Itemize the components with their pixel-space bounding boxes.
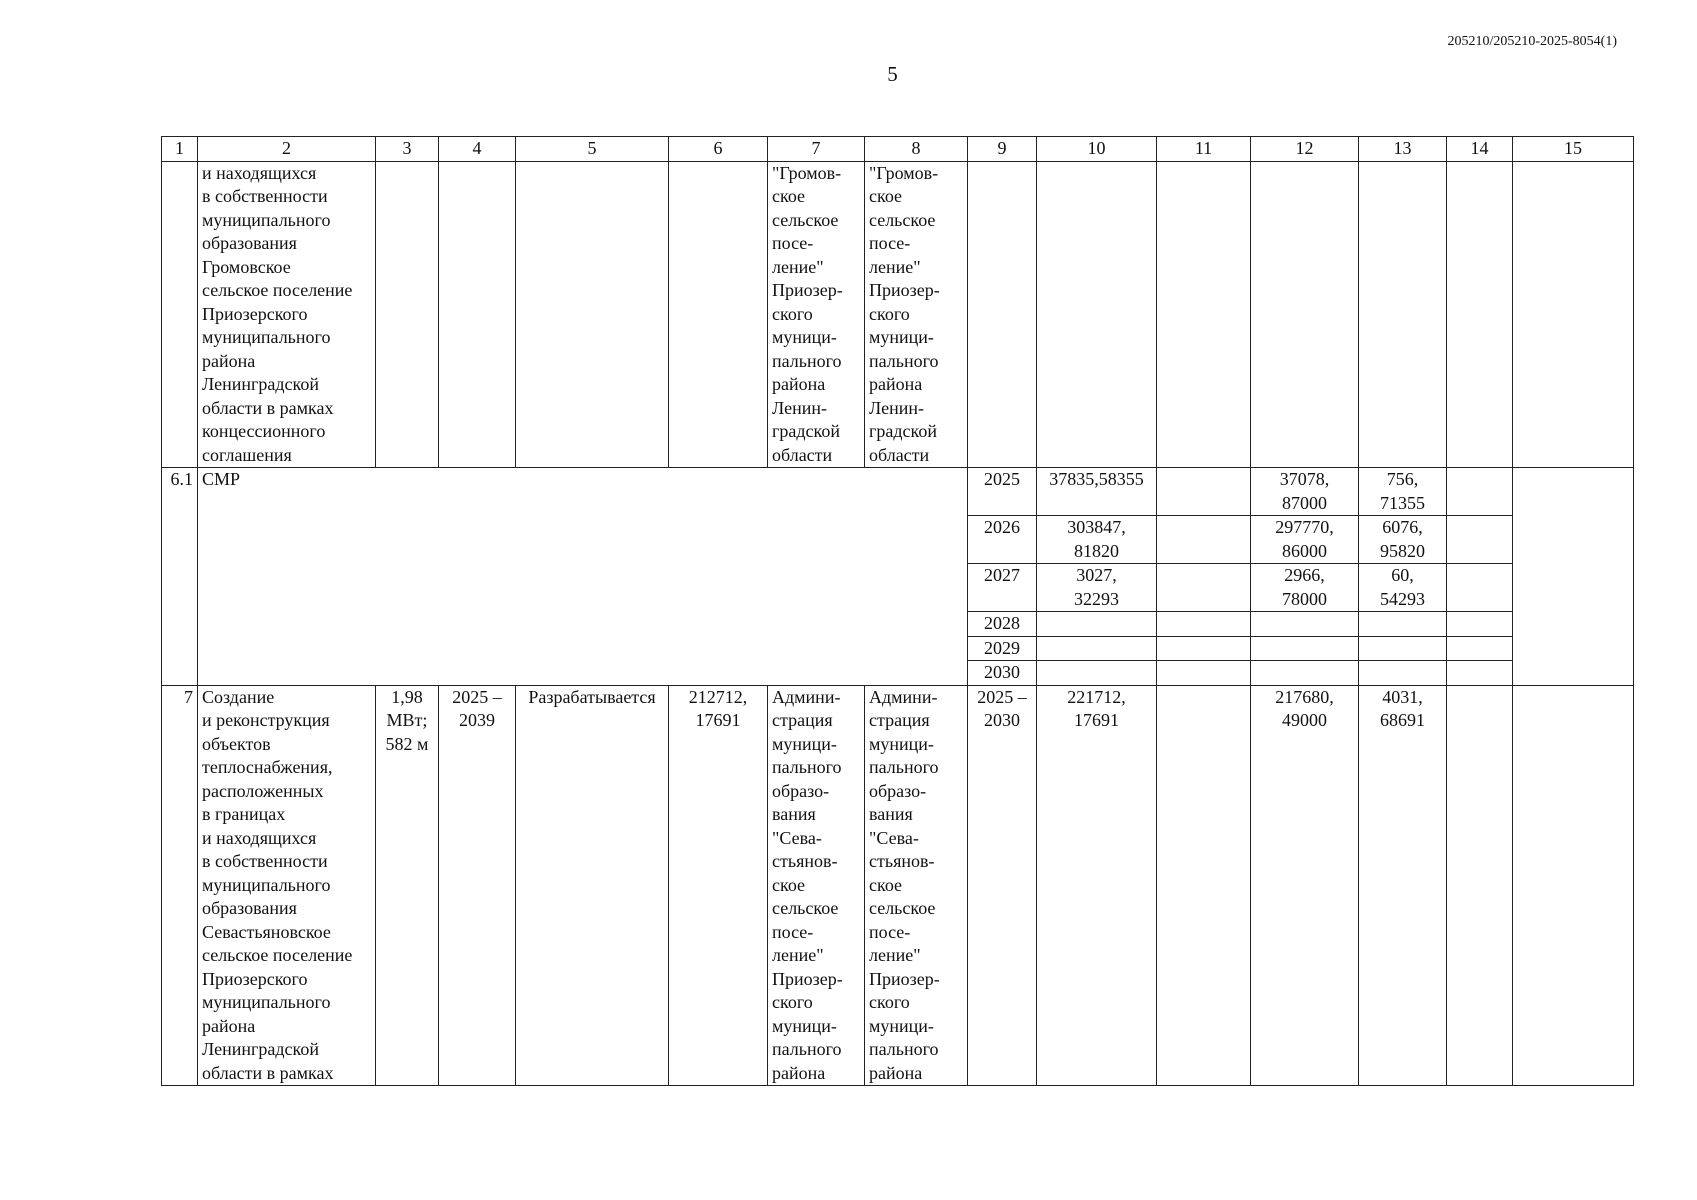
amount-cell: 60, 54293 [1359,564,1447,612]
year-cell: 2025 [968,468,1037,516]
table-cell [1513,161,1634,468]
table-cell [1157,468,1251,516]
table-cell [1447,612,1513,637]
header-cell: 2 [198,137,376,162]
amount-cell: 37835,58355 [1037,468,1157,516]
table-cell [1447,661,1513,686]
table-cell [516,161,669,468]
amount-cell [1037,661,1157,686]
header-cell: 3 [376,137,439,162]
table-cell [1447,468,1513,516]
amount-cell: 212712, 17691 [669,685,768,1086]
amount-cell [1037,612,1157,637]
customer-org: "Громов- ское сельское посе- ление" Приозер- ского муници- пального района Ленин- градской области [865,161,968,468]
table-cell [1447,161,1513,468]
customer-org: Админи- страция муници- пального образо- вания "Сева- стьянов- ское сельское посе- ление" Приозер- ского муници- пального района [865,685,968,1086]
amount-cell [1251,661,1359,686]
header-cell: 11 [1157,137,1251,162]
amount-cell: 2966, 78000 [1251,564,1359,612]
table-cell [1447,516,1513,564]
header-cell: 10 [1037,137,1157,162]
header-cell: 7 [768,137,865,162]
table-cell [1447,685,1513,1086]
amount-cell: 37078, 87000 [1251,468,1359,516]
table-cell [1157,661,1251,686]
year-cell: 2029 [968,636,1037,661]
table-cell [1037,161,1157,468]
header-cell: 8 [865,137,968,162]
header-cell: 9 [968,137,1037,162]
amount-cell [1037,636,1157,661]
amount-cell: 221712, 17691 [1037,685,1157,1086]
document-number: 205210/205210-2025-8054(1) [1447,34,1617,49]
amount-cell [1251,612,1359,637]
page-number: 5 [887,62,898,86]
year-cell: 2028 [968,612,1037,637]
header-cell: 14 [1447,137,1513,162]
table-cell [1447,564,1513,612]
header-cell: 5 [516,137,669,162]
amount-cell: 756, 71355 [1359,468,1447,516]
status-cell: Разрабатывается [516,685,669,1086]
amount-cell [1251,636,1359,661]
budget-table [161,136,1634,1086]
table-cell [1447,636,1513,661]
amount-cell [1359,612,1447,637]
object-description: и находящихся в собственности муниципального образования Громовское сельское поселение Приозерского муниципального района Ленинградской области в рамках концессионного соглашения [198,161,376,468]
amount-cell: 6076, 95820 [1359,516,1447,564]
table-cell [968,161,1037,468]
header-cell: 6 [669,137,768,162]
row-number: 6.1 [162,468,198,686]
header-cell: 15 [1513,137,1634,162]
year-cell: 2026 [968,516,1037,564]
table-cell [1157,516,1251,564]
table-cell [1157,636,1251,661]
table-row [162,468,1634,516]
table-cell [1251,161,1359,468]
period-cell: 2025 – 2039 [439,685,516,1086]
table-row [162,161,1634,468]
object-description: СМР [198,468,968,686]
amount-cell: 217680, 49000 [1251,685,1359,1086]
header-row [162,137,1634,162]
table-cell [669,161,768,468]
responsible-org: Админи- страция муници- пального образо- вания "Сева- стьянов- ское сельское посе- ление" Приозер- ского муници- пального района [768,685,865,1086]
table-row [162,685,1634,1086]
amount-cell [1359,661,1447,686]
year-cell: 2027 [968,564,1037,612]
responsible-org: "Громов- ское сельское посе- ление" Приозер- ского муници- пального района Ленин- градской области [768,161,865,468]
amount-cell: 4031, 68691 [1359,685,1447,1086]
object-description: Создание и реконструкция объектов теплоснабжения, расположенных в границах и находящихся в собственности муниципального образования Севастьяновское сельское поселение Приозерского муниципального района Ленинградской области в рамках [198,685,376,1086]
row-number: 7 [162,685,198,1086]
table-cell [439,161,516,468]
header-cell: 13 [1359,137,1447,162]
year-cell: 2030 [968,661,1037,686]
amount-cell: 297770, 86000 [1251,516,1359,564]
table-cell [1157,612,1251,637]
period-cell: 2025 – 2030 [968,685,1037,1086]
table-cell [1157,564,1251,612]
table-cell [1359,161,1447,468]
header-cell: 4 [439,137,516,162]
table-cell [1513,685,1634,1086]
table-cell [376,161,439,468]
amount-cell: 3027, 32293 [1037,564,1157,612]
table-cell [1157,161,1251,468]
table-cell [1513,468,1634,686]
table-cell [1157,685,1251,1086]
amount-cell: 303847, 81820 [1037,516,1157,564]
header-cell: 12 [1251,137,1359,162]
table-cell [162,161,198,468]
capacity-cell: 1,98 МВт; 582 м [376,685,439,1086]
header-cell: 1 [162,137,198,162]
amount-cell [1359,636,1447,661]
